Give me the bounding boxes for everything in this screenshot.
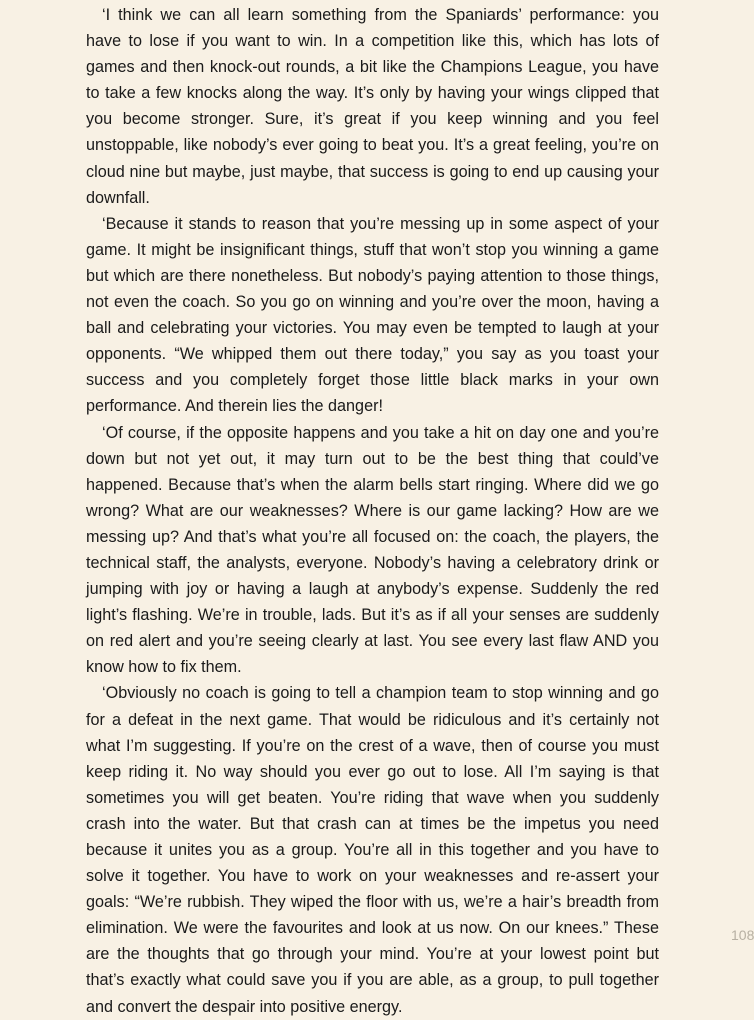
paragraph-3: ‘Of course, if the opposite happens and you take a hit on day one and you’re down but not yet out, it may turn out to be the best thing that could’ve happened. Because that’s when the alarm bells start ringing. Where did we go wrong? What are our weaknesses? Where is our game lacking? How are we messing up? And that’s what you’re all focused on: the coach, the players, the technical staff, the analysts, everyone. Nobody’s having a celebratory drink or jumping with joy or having a laugh at anybody’s expense. Suddenly the red light’s flashing. We’re in trouble, lads. But it’s as if all your senses are suddenly on red alert and you’re seeing clearly at last. You see every last flaw AND you know how to fix them. — [86, 423, 659, 677]
text-column — [86, 2, 659, 1020]
page-number: 108 — [731, 927, 754, 943]
paragraph-4: ‘Obviously no coach is going to tell a champion team to stop winning and go for a defeat in the next game. That would be ridiculous and it’s certainly not what I’m suggesting. If you’re on the crest of a wave, then of course you must keep riding it. No way should you ever go out to lose. All I’m saying is that sometimes you will get beaten. You’re riding that wave when you suddenly crash into the water. But that crash can at times be the impetus you need because it unites you as a group. You’re all in this together and you have to solve it together. You have to work on your weaknesses and re-assert your goals: “We’re rubbish. They wiped the floor with us, we’re a hair’s breadth from elimination. We were the favourites and look at us now. On our knees.” These are the thoughts that go through your mind. You’re at your lowest point but that’s exactly what could save you if you are able, as a group, to pull together and convert the despair into positive energy. — [86, 684, 659, 1016]
paragraph-1: ‘I think we can all learn something from the Spaniards’ performance: you have to lose if you want to win. In a competition like this, which has lots of games and then knock-out rounds, a bit like the Champions League, you have to take a few knocks along the way. It’s only by having your wings clipped that you become stronger. Sure, it’s great if you keep winning and you feel unstoppable, like nobody’s ever going to beat you. It’s a great feeling, you’re on cloud nine but maybe, just maybe, that success is going to end up causing your downfall. — [86, 6, 659, 207]
paragraph-2: ‘Because it stands to reason that you’re messing up in some aspect of your game. It might be insignificant things, stuff that won’t stop you winning a game but which are there nonetheless. But nobody’s paying attention to those things, not even the coach. So you go on winning and you’re over the moon, having a ball and celebrating your victories. You may even be tempted to laugh at your opponents. “We whipped them out there today,” you say as you toast your success and you completely forget those little black marks in your own performance. And therein lies the danger! — [86, 214, 659, 416]
